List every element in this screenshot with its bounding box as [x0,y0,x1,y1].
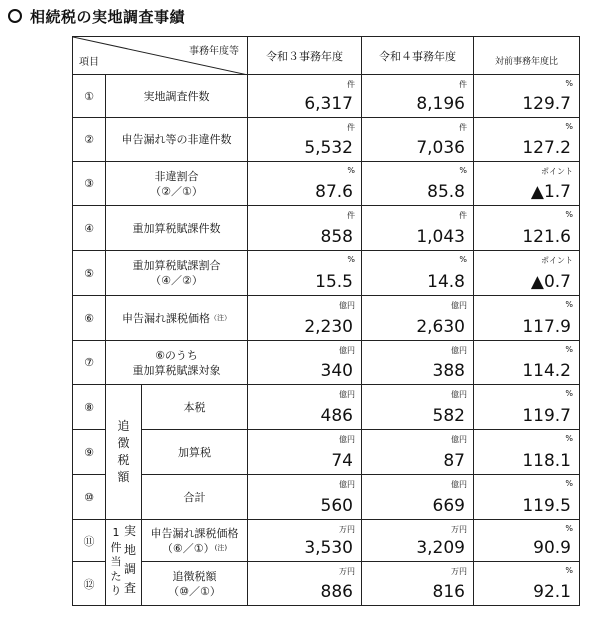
row-number: ⑫ [73,562,106,606]
group-char: 当 [110,555,122,568]
row-label-text: 申告漏れ課税価格 [122,311,210,325]
value-cell [362,562,474,606]
value-cell [362,430,474,475]
value-cell [248,162,362,206]
unit: 億円 [339,435,355,444]
table-row [73,162,580,206]
value-cell [474,430,580,475]
row-label-line2: （④／②） [150,274,203,287]
unit: 万円 [451,567,467,576]
value-cell [248,206,362,251]
value-cell [474,118,580,162]
unit: % [565,210,573,219]
value: 858 [320,227,353,247]
title-text: 相続税の実地調査事績 [30,8,186,26]
value-cell [474,206,580,251]
row-number: ⑪ [73,520,106,562]
value-cell [474,475,580,520]
table-row [73,206,580,251]
value-cell [474,385,580,430]
unit: % [565,479,573,488]
row-number: ⑩ [73,475,106,520]
row-label-line2: （⑩／①） [168,584,221,598]
corner-bottom-label: 項目 [79,57,99,68]
value-cell [362,520,474,562]
group-char: 1 [112,526,120,539]
unit: 億円 [451,301,467,310]
group-char: 調 [123,562,136,576]
value-cell [248,475,362,520]
group-char: 実 [123,524,136,538]
row-number: ⑧ [73,385,106,430]
value: 129.7 [522,94,571,114]
row-number: ⑦ [73,341,106,385]
unit: % [565,566,573,575]
value-cell [474,75,580,118]
group-char: 査 [123,581,136,595]
value: ▲0.7 [530,272,571,292]
group-per-case-col-b [123,522,137,598]
row-label: 申告漏れ等の非違件数 [106,118,248,162]
row-number: ① [73,75,106,118]
row-label-line2: 重加算税賦課対象 [132,363,221,377]
group-char: り [110,584,122,597]
unit: 件 [347,211,355,220]
row-label: 加算税 [142,430,248,475]
value-cell [248,385,362,430]
value-cell [362,118,474,162]
value: 74 [331,451,353,471]
unit: 億円 [451,346,467,355]
row-label [142,520,248,562]
footnote-mark: (注) [214,543,228,552]
unit: % [565,122,573,131]
unit: 億円 [451,480,467,489]
value-cell [474,562,580,606]
row-label [142,562,248,606]
row-number: ② [73,118,106,162]
unit: % [565,79,573,88]
value: 121.6 [522,227,571,247]
value: 87 [443,451,465,471]
value: 2,630 [416,317,465,337]
unit: % [459,255,467,264]
value-cell [248,118,362,162]
unit: 件 [459,80,467,89]
value-cell [362,475,474,520]
page-title [8,6,185,27]
unit: 件 [347,123,355,132]
unit: 億円 [339,480,355,489]
value-cell [474,520,580,562]
corner-top-label: 事務年度等 [189,46,239,57]
table-row [73,430,580,475]
unit: 万円 [339,525,355,534]
value: 87.6 [315,182,353,202]
unit: 億円 [339,346,355,355]
unit: 件 [459,123,467,132]
group-char: た [110,569,122,583]
row-label [106,296,248,341]
group-char: 追 [117,419,130,433]
value: 14.8 [427,272,465,292]
group-per-case-col-a [109,526,123,599]
value: 8,196 [416,94,465,114]
col-header-r3: 令和３事務年度 [248,37,362,75]
value-cell [474,341,580,385]
value: 388 [432,361,465,381]
table-row [73,385,580,430]
unit: % [565,300,573,309]
row-label: 合計 [142,475,248,520]
value: 2,230 [304,317,353,337]
value-cell [248,562,362,606]
row-label-line1: 非違割合 [154,169,199,183]
header-row [73,37,580,75]
table-row [73,475,580,520]
row-label-line1: 申告漏れ課税価格 [150,526,239,540]
value: 669 [432,496,465,516]
value: 119.5 [522,496,571,516]
unit: % [459,166,467,175]
value-cell [248,296,362,341]
value: 560 [320,496,353,516]
row-label-line2 [142,541,247,556]
value-cell [248,341,362,385]
unit: % [565,434,573,443]
unit: % [565,524,573,533]
unit: % [347,255,355,264]
table-row [73,118,580,162]
row-label-line1: ⑥のうち [155,348,198,362]
table-row [73,75,580,118]
row-number: ④ [73,206,106,251]
group-char: 額 [117,470,130,484]
unit: 件 [347,80,355,89]
group-char: 徴 [117,436,130,450]
value-cell [362,162,474,206]
row-label [106,162,248,206]
row-label-line2: （②／①） [150,184,203,198]
value: 114.2 [522,361,571,381]
value: 816 [432,582,465,602]
value: 85.8 [427,182,465,202]
row-number: ⑥ [73,296,106,341]
row-label: 実地調査件数 [106,75,248,118]
value: 90.9 [533,538,571,558]
group-char: 税 [117,453,130,467]
row-label-formula: （⑥／①） [161,541,215,555]
group-per-case [106,520,142,606]
unit: 万円 [339,567,355,576]
corner-header [73,37,248,75]
survey-table [72,36,580,606]
unit: % [347,166,355,175]
value: 582 [432,406,465,426]
value: 5,532 [304,138,353,158]
value-cell [248,520,362,562]
value: 117.9 [522,317,571,337]
value: 92.1 [533,582,571,602]
table-row [73,520,580,562]
value-cell [362,75,474,118]
value: 340 [320,361,353,381]
value: 118.1 [522,451,571,471]
row-label-line1: 重加算税賦課割合 [132,259,221,272]
value-cell [362,385,474,430]
group-char: 地 [123,543,136,557]
value: 886 [320,582,353,602]
value: 15.5 [315,272,353,292]
value: 7,036 [416,138,465,158]
unit: ポイント [541,256,573,265]
col-header-ratio: 対前事務年度比 [474,37,580,75]
unit: 万円 [451,525,467,534]
value: ▲1.7 [530,182,571,202]
row-label [106,251,248,296]
unit: 億円 [339,390,355,399]
value-cell [362,251,474,296]
value-cell [474,162,580,206]
footnote-mark: （注） [210,313,231,322]
row-number: ⑨ [73,430,106,475]
row-label [106,341,248,385]
unit: 億円 [451,435,467,444]
value: 486 [320,406,353,426]
circle-icon [8,9,22,23]
table-row [73,296,580,341]
value: 119.7 [522,406,571,426]
unit: 件 [459,211,467,220]
value-cell [248,430,362,475]
unit: % [565,389,573,398]
col-header-r4: 令和４事務年度 [362,37,474,75]
row-label: 重加算税賦課件数 [106,206,248,251]
row-label: 本税 [142,385,248,430]
value-cell [474,296,580,341]
table-row [73,251,580,296]
value: 6,317 [304,94,353,114]
unit: ポイント [541,167,573,176]
group-char: 件 [110,540,122,554]
table-row [73,341,580,385]
value-cell [362,296,474,341]
value-cell [248,251,362,296]
value-cell [362,206,474,251]
value: 127.2 [522,138,571,158]
table-row [73,562,580,606]
row-number: ⑤ [73,251,106,296]
value: 1,043 [416,227,465,247]
value: 3,530 [304,538,353,558]
value-cell [362,341,474,385]
group-tsuichou-zeigaku [106,385,142,520]
value-cell [248,75,362,118]
row-number: ③ [73,162,106,206]
unit: 億円 [339,301,355,310]
unit: 億円 [451,390,467,399]
value: 3,209 [416,538,465,558]
value-cell [474,251,580,296]
row-label-line1: 追徴税額 [172,569,217,583]
unit: % [565,345,573,354]
